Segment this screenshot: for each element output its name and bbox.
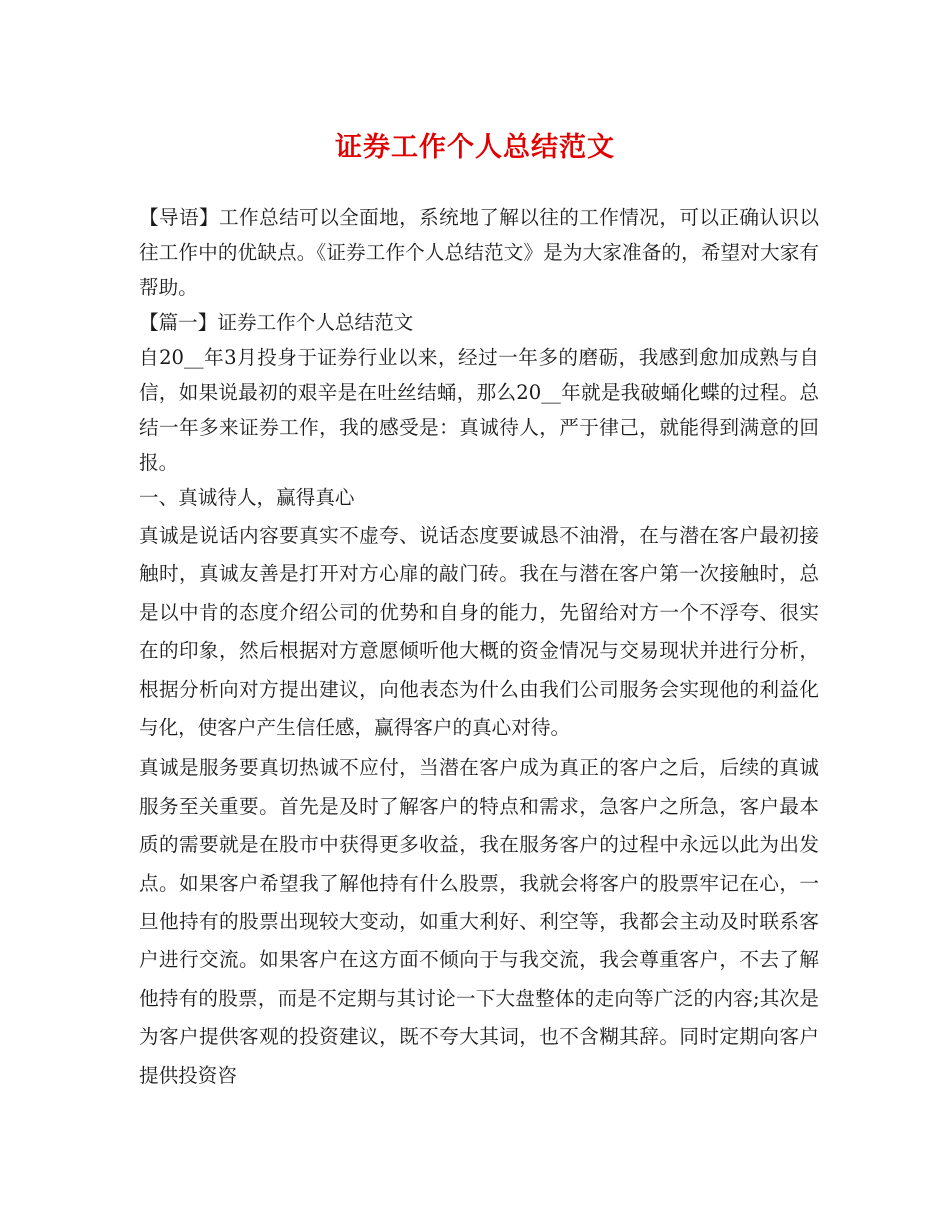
body-paragraph-sincere-speech: 真诚是说话内容要真实不虚夸、说话态度要诚恳不油滑，在与潜在客户最初接触时，真诚友善是打开对方心扉的敲门砖。我在与潜在客户第一次接触时，总是以中肯的态度介绍公司的优势和自身的能力，先留给对方一个不浮夸、很实在的印象，然后根据对方意愿倾听他大概的资金情况与交易现状并进行分析，根据分析向对方提出建议，向他表态为什么由我们公司服务会实现他的利益化与化，使客户产生信任感，赢得客户的真心对待。	[139, 524, 819, 740]
opening-paragraph: 自20__年3月投身于证券行业以来，经过一年多的磨砺，我感到愈加成熟与自信，如果说最初的艰辛是在吐丝结蛹，那么20__年就是我破蛹化蝶的过程。总结一年多来证券工作，我的感受是：真诚待人，严于律己，就能得到满意的回报。	[139, 346, 819, 474]
document-title: 证券工作个人总结范文	[335, 132, 615, 163]
subsection-heading-sincerity: 一、真诚待人，赢得真心	[139, 486, 355, 509]
document-body	[139, 200, 819, 1095]
section-heading-part-one: 【篇一】证券工作个人总结范文	[139, 311, 414, 334]
body-paragraph-sincere-service: 真诚是服务要真切热诚不应付，当潜在客户成为真正的客户之后，后续的真诚服务至关重要。首先是及时了解客户的特点和需求，急客户之所急，客户最本质的需要就是在股市中获得更多收益，我在服务客户的过程中永远以此为出发点。如果客户希望我了解他持有什么股票，我就会将客户的股票牢记在心，一旦他持有的股票出现较大变动，如重大利好、利空等，我都会主动及时联系客户进行交流。如果客户在这方面不倾向于与我交流，我会尊重客户，不去了解他持有的股票，而是不定期与其讨论一下大盘整体的走向等广泛的内容;其次是为客户提供客观的投资建议，既不夸大其词，也不含糊其辞。同时定期向客户提供投资咨	[139, 756, 819, 1087]
intro-paragraph: 【导语】工作总结可以全面地，系统地了解以往的工作情况，可以正确认识以往工作中的优缺点。《证券工作个人总结范文》是为大家准备的，希望对大家有帮助。	[139, 206, 819, 299]
